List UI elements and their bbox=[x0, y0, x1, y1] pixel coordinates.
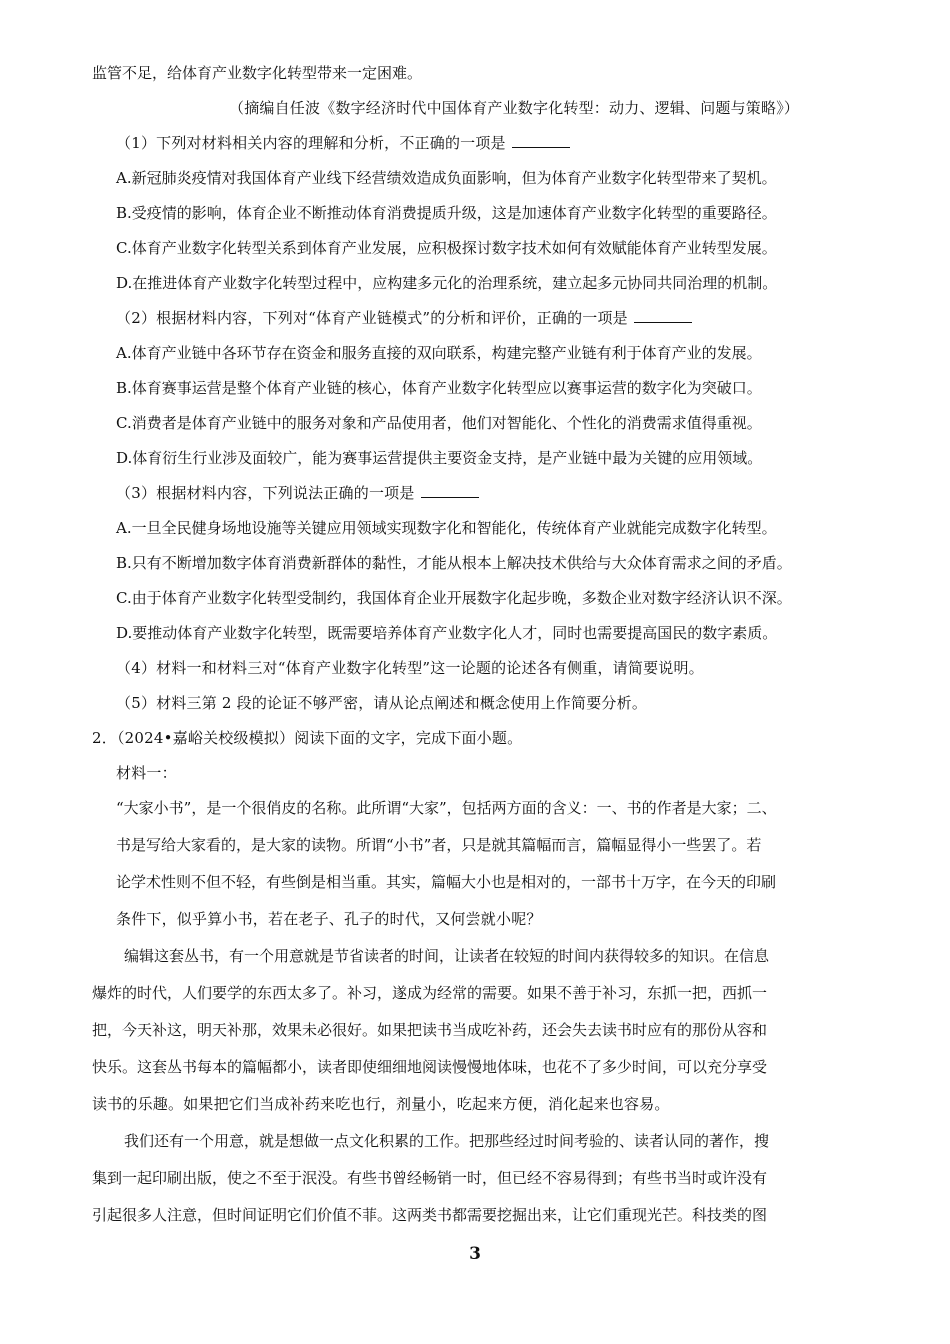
option-line: D.要推动体育产业数字化转型，既需要培养体育产业数字化人才，同时也需要提高国民的数字素质。 bbox=[116, 624, 778, 642]
option-line: B.受疫情的影响，体育企业不断推动体育消费提质升级，这是加速体育产业数字化转型的重要路径。 bbox=[116, 204, 777, 222]
option-line: A.一旦全民健身场地设施等关键应用领域实现数字化和智能化，传统体育产业就能完成数字化转型。 bbox=[116, 519, 777, 537]
answer-blank bbox=[634, 310, 692, 323]
passage-line: 条件下，似乎算小书，若在老子、孔子的时代，又何尝就小呢？ bbox=[116, 910, 542, 928]
passage-line: 快乐。这套丛书每本的篇幅都小，读者即使细细地阅读慢慢地体味，也花不了多少时间，可以充分享受 bbox=[92, 1058, 768, 1076]
passage-line: 读书的乐趣。如果把它们当成补药来吃也行，剂量小，吃起来方便，消化起来也容易。 bbox=[92, 1095, 670, 1113]
question-2-stem bbox=[116, 308, 692, 328]
question-5: （5）材料三第 2 段的论证不够严密，请从论点阐述和概念使用上作简要分析。 bbox=[116, 694, 648, 712]
question-4: （4）材料一和材料三对“体育产业数字化转型”这一论题的论述各有侧重，请简要说明。 bbox=[116, 659, 704, 677]
passage-line: 我们还有一个用意，就是想做一点文化积累的工作。把那些经过时间考验的、读者认同的著作，搜 bbox=[124, 1132, 770, 1150]
option-line: C.体育产业数字化转型关系到体育产业发展，应积极探讨数字技术如何有效赋能体育产业转型发展。 bbox=[116, 239, 777, 257]
option-line: C.由于体育产业数字化转型受制约，我国体育企业开展数字化起步晚，多数企业对数字经济认识不深。 bbox=[116, 589, 792, 607]
passage-line: “大家小书”，是一个很俏皮的名称。此所谓“大家”，包括两方面的含义：一、书的作者是大家；二、 bbox=[116, 799, 777, 817]
question-1-stem bbox=[116, 133, 570, 153]
option-line: A.体育产业链中各环节存在资金和服务直接的双向联系，构建完整产业链有利于体育产业的发展。 bbox=[116, 344, 762, 362]
answer-blank bbox=[421, 485, 479, 498]
passage-line: 引起很多人注意，但时间证明它们价值不菲。这两类书都需要挖掘出来，让它们重现光芒。科技类的图 bbox=[92, 1206, 768, 1224]
material-heading: 材料一： bbox=[116, 764, 177, 782]
question-2-text: （2）根据材料内容，下列对“体育产业链模式”的分析和评价，正确的一项是 bbox=[116, 309, 628, 327]
passage-line: 编辑这套丛书，有一个用意就是节省读者的时间，让读者在较短的时间内获得较多的知识。在信息 bbox=[124, 947, 770, 965]
question-3-stem bbox=[116, 483, 479, 503]
option-line: B.体育赛事运营是整个体育产业链的核心，体育产业数字化转型应以赛事运营的数字化为突破口。 bbox=[116, 379, 762, 397]
page-number: 3 bbox=[469, 1244, 481, 1264]
option-line: D.体育衍生行业涉及面较广，能为赛事运营提供主要资金支持，是产业链中最为关键的应用领域。 bbox=[116, 449, 763, 467]
option-line: A.新冠肺炎疫情对我国体育产业线下经营绩效造成负面影响，但为体育产业数字化转型带来了契机。 bbox=[116, 169, 777, 187]
answer-blank bbox=[512, 135, 570, 148]
passage-line: 把，今天补这，明天补那，效果未必很好。如果把读书当成吃补药，还会失去读书时应有的那份从容和 bbox=[92, 1021, 768, 1039]
text-line: 监管不足，给体育产业数字化转型带来一定困难。 bbox=[92, 64, 423, 82]
passage-line: 爆炸的时代，人们要学的东西太多了。补习，遂成为经常的需要。如果不善于补习，东抓一把，西抓一 bbox=[92, 984, 768, 1002]
question-1-text: （1）下列对材料相关内容的理解和分析，不正确的一项是 bbox=[116, 134, 506, 152]
option-line: D.在推进体育产业数字化转型过程中，应构建多元化的治理系统，建立起多元协同共同治理的机制。 bbox=[116, 274, 778, 292]
passage-line: 书是写给大家看的，是大家的读物。所谓“小书”者，只是就其篇幅而言，篇幅显得小一些罢了。若 bbox=[116, 836, 762, 854]
problem-2-heading: 2．（2024•嘉峪关校级模拟）阅读下面的文字，完成下面小题。 bbox=[92, 729, 523, 747]
question-3-text: （3）根据材料内容，下列说法正确的一项是 bbox=[116, 484, 415, 502]
passage-line: 集到一起印刷出版，使之不至于泯没。有些书曾经畅销一时，但已经不容易得到；有些书当时或许没有 bbox=[92, 1169, 768, 1187]
citation-line: （摘编自任波《数字经济时代中国体育产业数字化转型：动力、逻辑、问题与策略》） bbox=[229, 99, 800, 117]
passage-line: 论学术性则不但不轻，有些倒是相当重。其实，篇幅大小也是相对的，一部书十万字，在今天的印刷 bbox=[116, 873, 777, 891]
option-line: C.消费者是体育产业链中的服务对象和产品使用者，他们对智能化、个性化的消费需求值得重视。 bbox=[116, 414, 762, 432]
option-line: B.只有不断增加数字体育消费新群体的黏性，才能从根本上解决技术供给与大众体育需求之间的矛盾。 bbox=[116, 554, 792, 572]
